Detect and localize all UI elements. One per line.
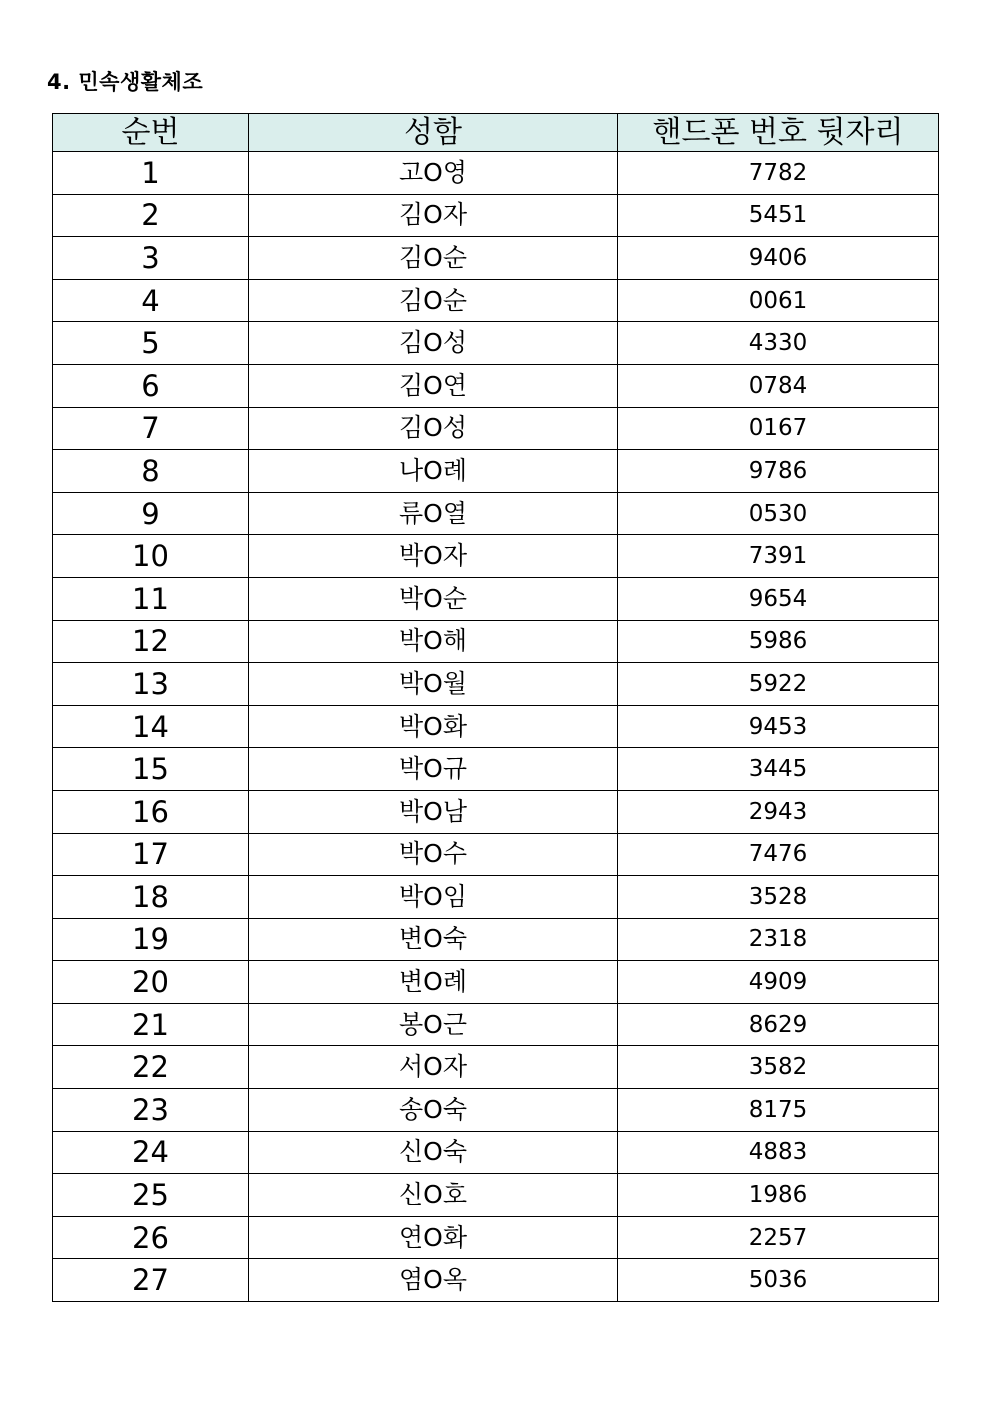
- table-row: [53, 961, 939, 1004]
- table-row: [53, 1259, 939, 1302]
- row-phone-last-digits: 1986: [618, 1174, 939, 1217]
- table-row: [53, 1131, 939, 1174]
- row-phone-last-digits: 3582: [618, 1046, 939, 1089]
- header-phone-last-digits: 핸드폰 번호 뒷자리: [618, 114, 939, 152]
- row-name: 박O규: [249, 748, 618, 791]
- table-row: [53, 322, 939, 365]
- row-number: 24: [53, 1131, 249, 1174]
- section-title: 4. 민속생활체조: [47, 70, 204, 94]
- row-phone-last-digits: 7391: [618, 535, 939, 578]
- row-phone-last-digits: 9654: [618, 577, 939, 620]
- row-number: 17: [53, 833, 249, 876]
- row-number: 13: [53, 663, 249, 706]
- row-phone-last-digits: 0530: [618, 492, 939, 535]
- row-phone-last-digits: 5922: [618, 663, 939, 706]
- row-name: 류O열: [249, 492, 618, 535]
- table-row: [53, 194, 939, 237]
- row-name: 박O수: [249, 833, 618, 876]
- row-phone-last-digits: 3445: [618, 748, 939, 791]
- row-number: 10: [53, 535, 249, 578]
- row-name: 변O숙: [249, 918, 618, 961]
- row-name: 나O례: [249, 450, 618, 493]
- row-name: 박O자: [249, 535, 618, 578]
- row-name: 신O숙: [249, 1131, 618, 1174]
- row-name: 박O해: [249, 620, 618, 663]
- row-name: 신O호: [249, 1174, 618, 1217]
- table-row: [53, 535, 939, 578]
- row-number: 8: [53, 450, 249, 493]
- table-row: [53, 1174, 939, 1217]
- table-row: [53, 918, 939, 961]
- row-name: 김O연: [249, 364, 618, 407]
- row-number: 1: [53, 152, 249, 195]
- row-name: 박O순: [249, 577, 618, 620]
- row-name: 김O순: [249, 279, 618, 322]
- table-row: [53, 876, 939, 919]
- participant-table: [52, 113, 939, 1302]
- row-number: 11: [53, 577, 249, 620]
- row-number: 6: [53, 364, 249, 407]
- row-phone-last-digits: 9786: [618, 450, 939, 493]
- table-row: [53, 1089, 939, 1132]
- table-row: [53, 1003, 939, 1046]
- row-phone-last-digits: 2943: [618, 790, 939, 833]
- row-number: 20: [53, 961, 249, 1004]
- row-name: 김O순: [249, 237, 618, 280]
- table-row: [53, 492, 939, 535]
- row-phone-last-digits: 4330: [618, 322, 939, 365]
- table-row: [53, 833, 939, 876]
- row-name: 변O례: [249, 961, 618, 1004]
- row-name: 박O남: [249, 790, 618, 833]
- row-phone-last-digits: 2257: [618, 1216, 939, 1259]
- table-row: [53, 1046, 939, 1089]
- table-row: [53, 705, 939, 748]
- row-number: 19: [53, 918, 249, 961]
- row-number: 4: [53, 279, 249, 322]
- row-phone-last-digits: 9406: [618, 237, 939, 280]
- row-number: 18: [53, 876, 249, 919]
- row-number: 12: [53, 620, 249, 663]
- row-phone-last-digits: 5036: [618, 1259, 939, 1302]
- row-number: 15: [53, 748, 249, 791]
- row-phone-last-digits: 0061: [618, 279, 939, 322]
- row-number: 26: [53, 1216, 249, 1259]
- table-body: [53, 152, 939, 1302]
- row-phone-last-digits: 4909: [618, 961, 939, 1004]
- row-name: 김O성: [249, 407, 618, 450]
- table-row: [53, 620, 939, 663]
- row-phone-last-digits: 7782: [618, 152, 939, 195]
- row-number: 27: [53, 1259, 249, 1302]
- row-name: 박O임: [249, 876, 618, 919]
- table-row: [53, 364, 939, 407]
- table-row: [53, 237, 939, 280]
- row-number: 9: [53, 492, 249, 535]
- row-phone-last-digits: 5986: [618, 620, 939, 663]
- table-row: [53, 1216, 939, 1259]
- row-name: 봉O근: [249, 1003, 618, 1046]
- row-phone-last-digits: 3528: [618, 876, 939, 919]
- row-phone-last-digits: 7476: [618, 833, 939, 876]
- table-row: [53, 450, 939, 493]
- row-name: 김O성: [249, 322, 618, 365]
- row-phone-last-digits: 8175: [618, 1089, 939, 1132]
- table-row: [53, 407, 939, 450]
- row-number: 5: [53, 322, 249, 365]
- row-phone-last-digits: 0784: [618, 364, 939, 407]
- row-name: 고O영: [249, 152, 618, 195]
- row-phone-last-digits: 8629: [618, 1003, 939, 1046]
- row-name: 박O월: [249, 663, 618, 706]
- row-name: 김O자: [249, 194, 618, 237]
- table-row: [53, 279, 939, 322]
- row-name: 서O자: [249, 1046, 618, 1089]
- row-name: 염O옥: [249, 1259, 618, 1302]
- row-number: 2: [53, 194, 249, 237]
- table-row: [53, 152, 939, 195]
- table-row: [53, 663, 939, 706]
- row-number: 25: [53, 1174, 249, 1217]
- row-name: 송O숙: [249, 1089, 618, 1132]
- row-number: 7: [53, 407, 249, 450]
- header-number: 순번: [53, 114, 249, 152]
- table-header-row: [53, 114, 939, 152]
- row-name: 박O화: [249, 705, 618, 748]
- header-name: 성함: [249, 114, 618, 152]
- row-name: 연O화: [249, 1216, 618, 1259]
- row-phone-last-digits: 2318: [618, 918, 939, 961]
- row-phone-last-digits: 9453: [618, 705, 939, 748]
- table-row: [53, 790, 939, 833]
- table-row: [53, 577, 939, 620]
- row-number: 3: [53, 237, 249, 280]
- row-number: 14: [53, 705, 249, 748]
- row-phone-last-digits: 0167: [618, 407, 939, 450]
- row-number: 22: [53, 1046, 249, 1089]
- row-phone-last-digits: 4883: [618, 1131, 939, 1174]
- row-number: 23: [53, 1089, 249, 1132]
- row-number: 16: [53, 790, 249, 833]
- table-row: [53, 748, 939, 791]
- row-phone-last-digits: 5451: [618, 194, 939, 237]
- row-number: 21: [53, 1003, 249, 1046]
